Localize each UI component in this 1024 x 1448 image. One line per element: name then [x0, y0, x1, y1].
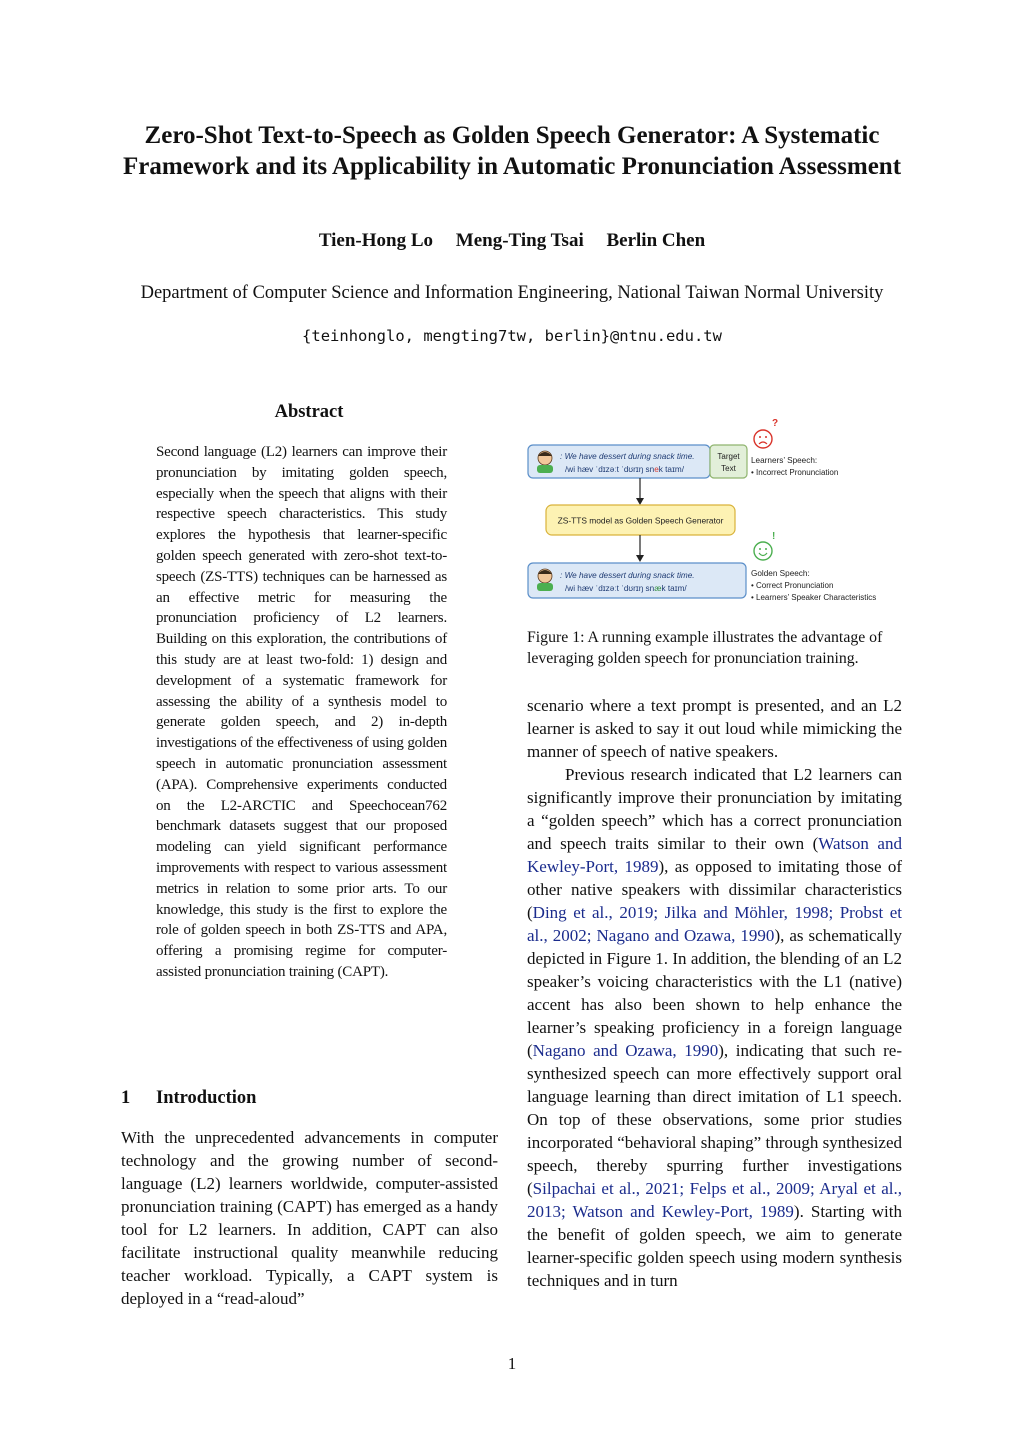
svg-text:: We have dessert during snac: : We have dessert during snack time. — [560, 452, 695, 461]
top-ipa-prefix: /wi hæv ˈdɪzəːt ˈdʊrɪŋ sn — [565, 465, 655, 474]
author-3: Berlin Chen — [606, 230, 706, 251]
affiliation: Department of Computer Science and Information Engineering, National Taiwan Normal University — [140, 283, 884, 303]
right-paragraph-2: Previous research indicated that L2 learners can significantly improve their pronunciation by imitating a “golden speech” which has a correct pronunciation and speech traits similar to their own (Watson and Kewley-Port, 1989), as opposed to imitating those of other native speakers with dissimilar characteristics (Ding et al., 2019; Jilka and Möhler, 1998; Probst et al., 2002; Nagano and Ozawa, 1990), as schematically depicted in Figure 1. In addition, the blending of an L2 speaker’s voicing characteristics with the L1 (native) accent has also been shown to help enhance the learner’s speaking proficiency in a foreign language (Nagano and Ozawa, 1990), indicating that such re-synthesized speech can more effectively support oral language learning than direct imitation of L1 speech. On top of these observations, some prior studies incorporated “behavioral shaping” through synthesized speech, thereby spurring further investigations (Silpachai et al., 2021; Felps et al., 2009; Aryal et al., 2013; Watson and Kewley-Port, 1989). Starting with the benefit of golden speech, we aim to generate learner-specific golden speech using modern synthesis techniques and in turn — [527, 765, 903, 1290]
svg-text:?: ? — [772, 418, 779, 429]
arrow-down-icon — [636, 478, 644, 505]
learner-avatar-icon — [537, 451, 553, 473]
bottom-ipa-prefix: /wi hæv ˈdɪzəːt ˈdʊrɪŋ sn — [565, 584, 655, 593]
svg-text:• Incorrect Pronunciation — [751, 468, 838, 477]
intro-paragraph: With the unprecedented advancements in computer technology and the growing number of second-language (L2) learners worldwide, computer-assisted pronunciation training (CAPT) has emerged as a handy tool for L2 learners. In addition, CAPT can also facilitate instructional quality meanwhile reducing teacher workload. Typically, a CAPT system is deployed in a “read-aloud” — [121, 1128, 498, 1308]
right-paragraph-1: scenario where a text prompt is presented, and an L2 learner is asked to say it out loud while mimicking the manner of speech of native speakers. — [527, 696, 902, 761]
happy-face-icon — [754, 531, 775, 560]
svg-text:• Correct Pronunciation — [751, 581, 833, 590]
bullet-icon: • — [751, 593, 757, 602]
intro-body — [121, 1126, 498, 1310]
section-number: 1 — [121, 1088, 131, 1108]
top-ipa-suffix: k taɪm/ — [658, 465, 684, 474]
sad-face-icon — [754, 418, 778, 448]
right-column-body — [527, 694, 902, 1292]
bottom-ipa-correct: æ — [654, 584, 662, 593]
paper-title — [60, 120, 964, 182]
target-line-2: Text — [721, 464, 736, 473]
title-line-1: Zero-Shot Text-to-Speech as Golden Speech Generator: A Systematic — [144, 122, 880, 149]
author-email: {teinhonglo, mengting7tw, berlin}@ntnu.edu.tw — [302, 327, 722, 345]
bottom-ipa-suffix: k taɪm/ — [661, 584, 687, 593]
top-ipa — [565, 465, 685, 474]
citation-link[interactable]: Watson and Kewley-Port, 1989 — [527, 834, 902, 876]
svg-text:!: ! — [772, 531, 776, 542]
learner-bullet: Incorrect Pronunciation — [756, 468, 839, 477]
author-1: Tien-Hong Lo — [318, 230, 434, 251]
golden-bullet-1: Correct Pronunciation — [756, 581, 834, 590]
golden-speech-label: Golden Speech: — [751, 569, 810, 578]
title-line-2: Framework and its Applicability in Automatic Pronunciation Assessment — [122, 153, 902, 180]
citation-link[interactable]: Ding et al., 2019; Jilka and Möhler, 1998; Probst et al., 2002; Nagano and Ozawa, 1990 — [527, 903, 902, 945]
author-list — [0, 230, 1024, 252]
arrow-down-icon — [636, 535, 644, 562]
figure-1-diagram — [527, 412, 907, 612]
author-2: Meng-Ting Tsai — [455, 230, 584, 251]
svg-text:• Learners’ Speaker Character — [751, 593, 876, 602]
target-text-box — [710, 445, 747, 478]
top-ipa-error: e — [654, 465, 659, 474]
top-sentence: We have dessert during snack time. — [564, 452, 695, 461]
learner-speech-label: Learners’ Speech: — [751, 456, 818, 465]
abstract-body — [156, 442, 447, 983]
svg-text:: We have dessert during snac: : We have dessert during snack time. — [560, 571, 695, 580]
bottom-sentence: We have dessert during snack time. — [564, 571, 695, 580]
citation-link[interactable]: Nagano and Ozawa, 1990 — [532, 1041, 719, 1060]
page-number: 1 — [507, 1354, 517, 1373]
bullet-icon: • — [751, 468, 757, 477]
bottom-ipa — [565, 584, 687, 593]
golden-bullet-2: Learners’ Speaker Characteristics — [756, 593, 877, 602]
section-title: Introduction — [156, 1088, 257, 1108]
figure-caption: Figure 1: A running example illustrates the advantage of leveraging golden speech for pronunciation training. — [527, 629, 883, 667]
learner-avatar-icon — [537, 569, 553, 591]
intro-heading — [121, 1088, 256, 1109]
abstract-text: Second language (L2) learners can improve their pronunciation by imitating golden speech, especially when the speech that aligns with their respective speech characteristics. This study explores the hypothesis that learner-specific golden speech generated with zero-shot text-to-speech (ZS-TTS) techniques can be harnessed as an effective metric for measuring the pronunciation proficiency of L2 learners. Building on this exploration, the contributions of this study are at least two-fold: 1) design and development of a systematic framework for assessing the ability of a synthesis model to generate golden speech, and 2) in-depth investigations of the effectiveness of using golden speech in automatic pronunciation assessment (APA). Comprehensive experiments conducted on the L2-ARCTIC and Speechocean762 benchmark datasets suggest that our proposed modeling can yield significant performance improvements with respect to various assessment metrics in relation to some prior arts. To our knowledge, this study is the first to explore the role of golden speech in both ZS-TTS and APA, offering a promising regime for computer-assisted pronunciation training (CAPT). — [156, 444, 447, 980]
abstract-heading: Abstract — [274, 402, 344, 422]
target-line-1: Target — [717, 452, 740, 461]
citation-link[interactable]: Silpachai et al., 2021; Felps et al., 2009; Aryal et al., 2013; Watson and Kewley-Port, 1989 — [527, 1179, 902, 1221]
model-label: ZS-TTS model as Golden Speech Generator — [557, 515, 724, 526]
bullet-icon: • — [751, 581, 757, 590]
